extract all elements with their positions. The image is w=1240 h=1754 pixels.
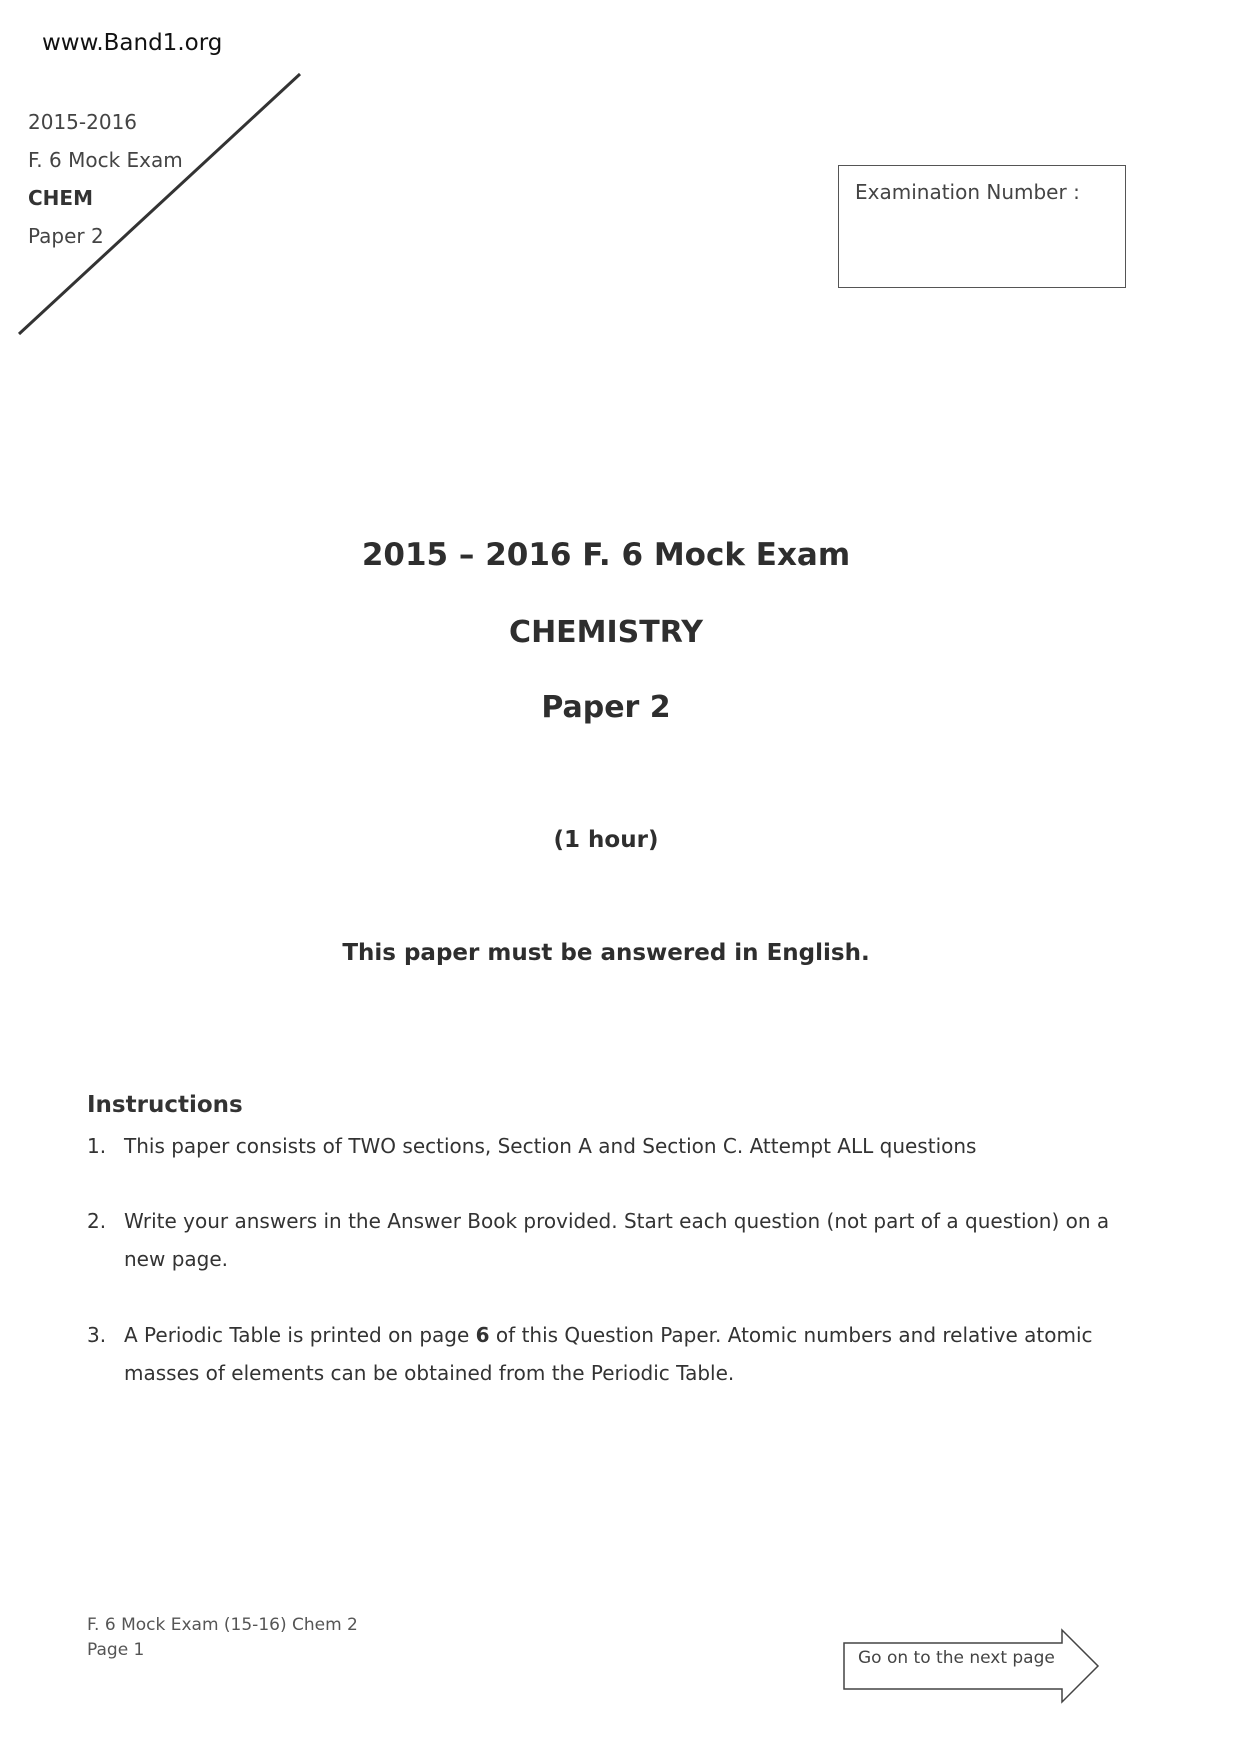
diagonal-slash-line — [0, 0, 320, 350]
paper-title: Paper 2 — [541, 690, 671, 725]
watermark-url: www.Band1.org — [42, 30, 223, 56]
instruction-item — [87, 1127, 1132, 1165]
instruction-text-before: A Periodic Table is printed on page — [124, 1323, 476, 1347]
examination-number-box — [838, 165, 1126, 288]
header-year: 2015-2016 — [28, 110, 138, 134]
header-exam: F. 6 Mock Exam — [28, 148, 183, 172]
footer-exam-info: F. 6 Mock Exam (15-16) Chem 2 — [87, 1615, 358, 1635]
header-paper: Paper 2 — [28, 224, 104, 248]
instruction-number: 1. — [87, 1134, 107, 1158]
instruction-text-after: of this Question Paper. Atomic numbers and relative atomic masses of elements can be obtained from the Periodic Table. — [124, 1323, 1093, 1385]
next-page-arrow-icon — [842, 1628, 1102, 1708]
instruction-item — [87, 1316, 1132, 1392]
instruction-number: 3. — [87, 1323, 107, 1347]
instruction-item — [87, 1202, 1132, 1278]
page-title: 2015 – 2016 F. 6 Mock Exam — [361, 537, 851, 573]
instruction-text — [124, 1316, 1132, 1392]
header-subject: CHEM — [28, 186, 93, 210]
periodic-table-page-number: 6 — [475, 1323, 490, 1347]
instruction-text: Write your answers in the Answer Book provided. Start each question (not part of a question) on a new page. — [124, 1209, 1110, 1271]
examination-number-label: Examination Number : — [855, 180, 1080, 204]
footer-page-number: Page 1 — [87, 1640, 145, 1660]
subject-title: CHEMISTRY — [509, 615, 703, 650]
instruction-number: 2. — [87, 1209, 107, 1233]
instruction-text: This paper consists of TWO sections, Section A and Section C. Attempt ALL questions — [124, 1134, 977, 1158]
language-note: This paper must be answered in English. — [342, 940, 870, 966]
instructions-heading: Instructions — [87, 1092, 243, 1118]
duration: (1 hour) — [553, 827, 659, 853]
next-page-label: Go on to the next page — [858, 1648, 1055, 1668]
